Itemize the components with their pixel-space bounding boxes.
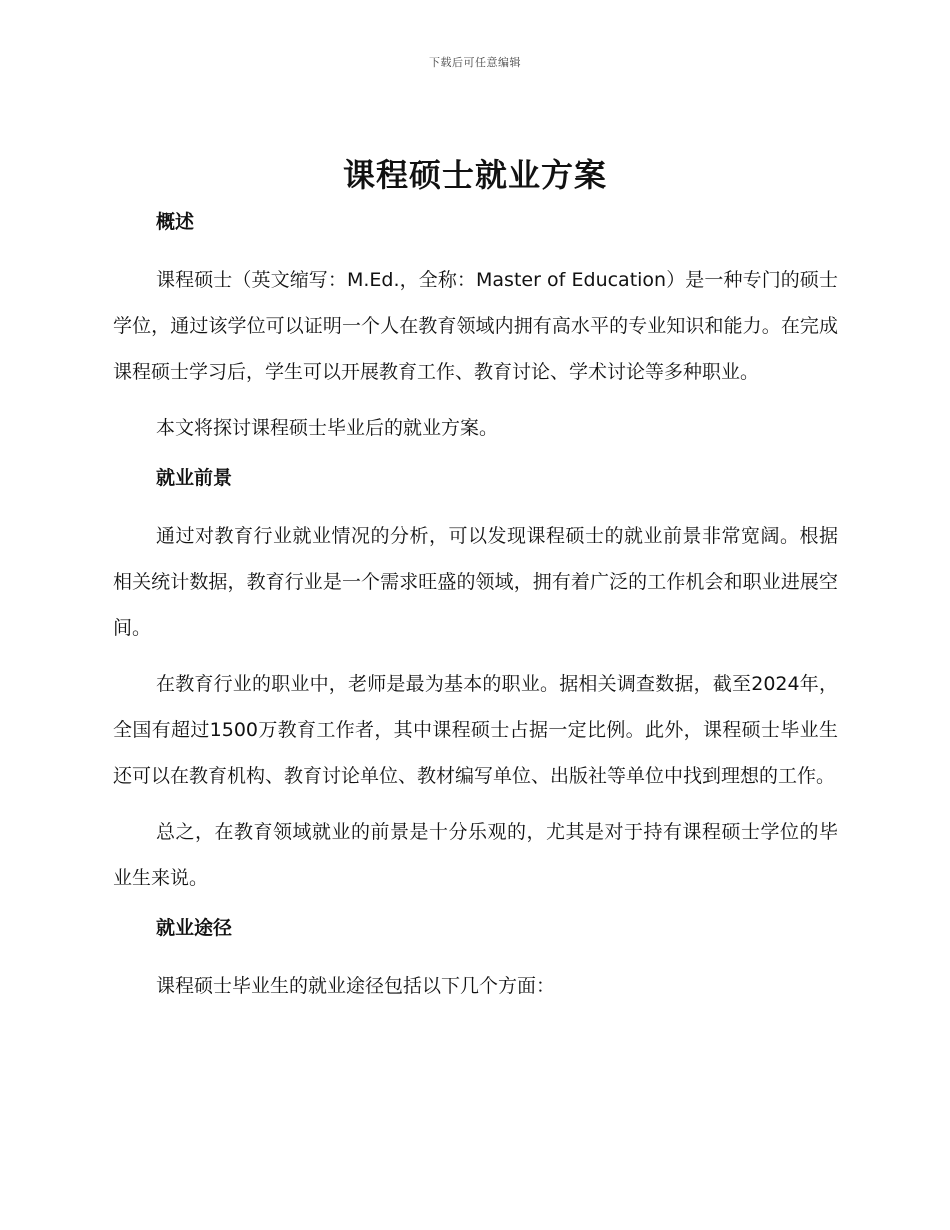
section-heading: 就业途径 (156, 917, 233, 939)
section-overview (113, 205, 838, 451)
section-employment-prospects (113, 461, 838, 901)
paragraph: 本文将探讨课程硕士毕业后的就业方案。 (156, 417, 499, 439)
paragraph: 总之，在教育领域就业的前景是十分乐观的，尤其是对于持有课程硕士学位的毕业生来说。 (113, 821, 838, 889)
paragraph: 课程硕士毕业生的就业途径包括以下几个方面： (156, 975, 556, 997)
page-header-note: 下载后可任意编辑 (429, 56, 521, 69)
paragraph: 通过对教育行业就业情况的分析，可以发现课程硕士的就业前景非常宽阔。根据相关统计数据，教育行业是一个需求旺盛的领域，拥有着广泛的工作机会和职业进展空间。 (113, 525, 838, 639)
document-body (113, 205, 838, 1019)
document-title: 课程硕士就业方案 (342, 156, 607, 194)
section-heading: 概述 (156, 211, 195, 233)
section-heading: 就业前景 (156, 467, 233, 489)
paragraph: 课程硕士（英文缩写：M.Ed.，全称：Master of Education）是一种专门的硕士学位，通过该学位可以证明一个人在教育领域内拥有高水平的专业知识和能力。在完成课程硕士学习后，学生可以开展教育工作、教育讨论、学术讨论等多种职业。 (113, 269, 838, 383)
paragraph: 在教育行业的职业中，老师是最为基本的职业。据相关调查数据，截至2024年，全国有超过1500万教育工作者，其中课程硕士占据一定比例。此外，课程硕士毕业生还可以在教育机构、教育讨论单位、教材编写单位、出版社等单位中找到理想的工作。 (113, 673, 838, 787)
section-employment-paths (113, 911, 838, 1009)
